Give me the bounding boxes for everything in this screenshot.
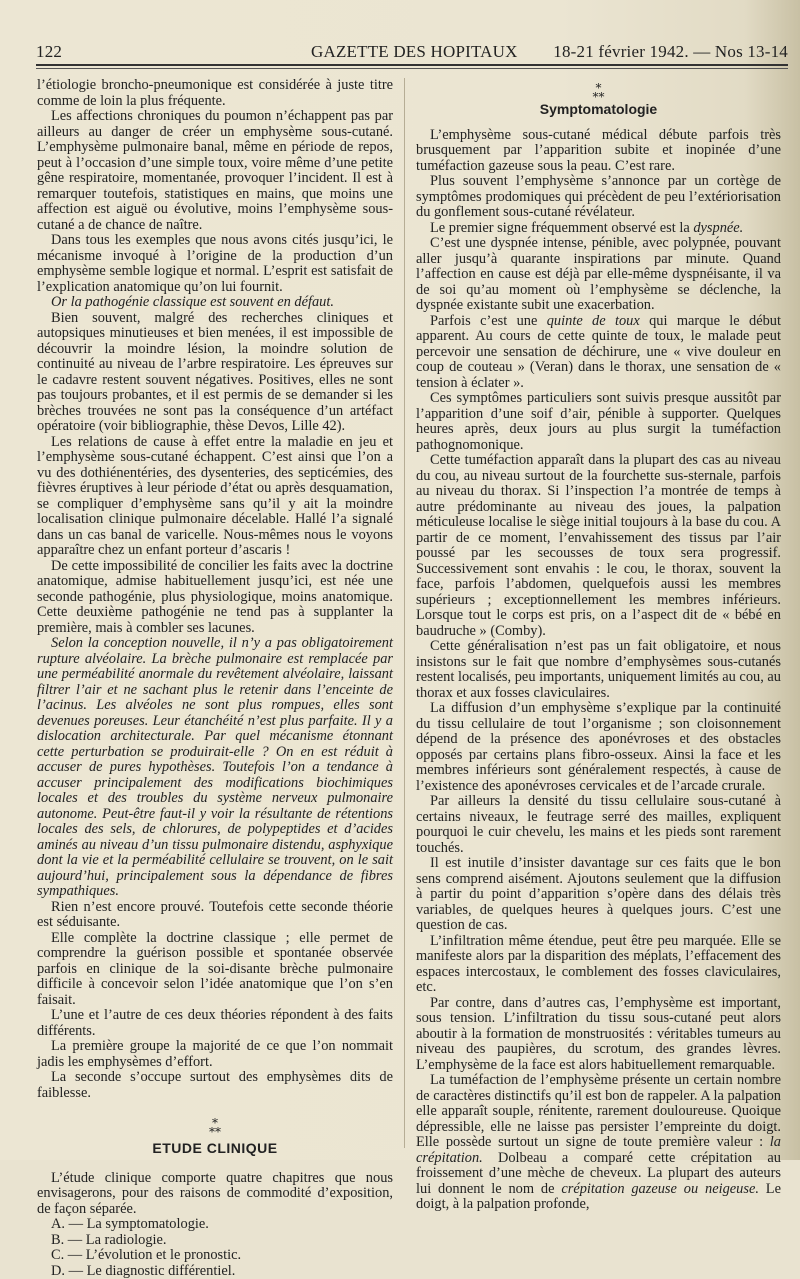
page-number: 122 [36,42,62,62]
paragraph: La diffusion d’un emphysème s’explique par la continuité du tissu cellulaire de tout l’organisme ; son cloisonnement dépend de la présence des aponévroses et des obstacles opposés par certains plans fibro-osseux. Ainsi la face et les membres inférieurs sont généralement respectés, à cause de l’existence des aponévroses cervicales et de l’arcade crurale. [416,701,781,794]
text-run: Le premier signe fréquemment observé est la [430,220,693,236]
italic-text: quinte de toux [547,313,640,329]
paragraph: l’étiologie broncho-pneumonique est considérée à juste titre comme de loin la plus fréquente. [37,78,393,109]
header-rule-thin [36,68,788,69]
section-heading: Symptomatologie [416,102,781,118]
paragraph: L’une et l’autre de ces deux théories répondent à des faits différents. [37,1008,393,1039]
paragraph: L’étude clinique comporte quatre chapitres que nous envisagerons, pour des raisons de commodité d’exposition, de façon séparée. [37,1171,393,1218]
italic-text: crépitation gazeuse ou neigeuse. [561,1181,759,1197]
paragraph: Les affections chroniques du poumon n’échappent pas par ailleurs au danger de créer un emphysème sous-cutané. L’emphysème pulmonaire banal, même en période de repos, peut à l’occasion d’une simple toux, voire même d’une petite gêne respiratoire, momentanée, provoquer l’incident. Il est à remarquer toutefois, statistiques en mains, que moins une affection est aiguë ou évolutive, moins l’emphysème sous-cutané a de chance de naître. [37,109,393,233]
paragraph: La seconde s’occupe surtout des emphysèmes dits de faiblesse. [37,1070,393,1101]
text-run: Le doigt, à la palpation profonde, [416,1181,781,1213]
section-ornament: ⁎ ⁎⁎ [37,1115,393,1133]
journal-title: GAZETTE DES HOPITAUX [311,42,518,62]
page-header [36,42,788,64]
paragraph: Rien n’est encore prouvé. Toutefois cette seconde théorie est séduisante. [37,900,393,931]
issue-date: 18-21 février 1942. — Nos 13-14 [553,42,788,62]
text-run: qui marque le début apparent. Au cours de cette quinte de toux, le malade peut percevoir une sensation de déchirure, une « vive douleur en coup de couteau » (Veran) dans le thorax, une sensation de « tension à éclater ». [416,313,781,391]
paragraph: Cette généralisation n’est pas un fait obligatoire, et nous insistons sur le fait que nombre d’emphysèmes sous-cutanés restent localisés, peu importants, uniquement limités au cou, au thorax et aux fosses claviculaires. [416,639,781,701]
paragraph: La première groupe la majorité de ce que l’on nommait jadis les emphysèmes d’effort. [37,1039,393,1070]
paragraph: Par ailleurs la densité du tissu cellulaire sous-cutané à certains niveaux, le feutrage serré des mailles, expliquent pourquoi le cuir chevelu, les mains et les pieds sont rarement touchés. [416,794,781,856]
list-item: A. — La symptomatologie. [37,1217,393,1233]
italic-text: la crépitation. [416,1134,781,1166]
paragraph: Ces symptômes particuliers sont suivis presque aussitôt par l’apparition d’une soif d’air, pénible à supporter. Quelques heures après, deux jours au plus surgit la tuméfaction pathognomonique. [416,391,781,453]
paragraph: Elle complète la doctrine classique ; elle permet de comprendre la guérison possible et spontanée observée parfois en clinique de la soi-disante brèche pulmonaire difficile à concevoir selon l’idée anatomique que l’on s’en faisait. [37,931,393,1009]
paragraph: Il est inutile d’insister davantage sur ces faits que le bon sens comprend aisément. Ajoutons seulement que la diffusion à partir du point d’apparition s’opère dans des délais très variables, de quelques heures à quelques jours. C’est une question de cas. [416,856,781,934]
paragraph-italic [37,295,393,311]
list-item: B. — La radiologie. [37,1233,393,1249]
paragraph: C’est une dyspnée intense, pénible, avec polypnée, pouvant aller jusqu’à quarante inspirations par minute. Quand l’affection en cause est déjà par elle-même dyspnéisante, il va de soi qu’au moment où l’emphysème se déclenche, la dyspnée existante subit une exacerbation. [416,236,781,314]
column-divider [404,78,405,1148]
italic-text: Or la pathogénie classique est souvent en défaut. [51,294,334,310]
paragraph: Bien souvent, malgré des recherches cliniques et autopsiques minutieuses et bien menées, il est impossible de découvrir la moindre lésion, la moindre solution de continuité au niveau de l’arbre respiratoire. Les épreuves sur le cadavre restent souvent négatives. Positives, elles ne sont pas toujours probantes, et il est permis de se demander si les brèches trouvées ne sont pas la conséquence d’un artéfact opératoire (voir bibliographie, thèse Devos, Lille 42). [37,311,393,435]
list-item: D. — Le diagnostic différentiel. [37,1264,393,1279]
italic-text: Selon la conception nouvelle, il n’y a pas obligatoirement rupture alvéolaire. La brèche pulmonaire est remplacée par une perméabilité anormale du revêtement alvéolaire, laissant filtrer l’air et ne sachant plus le retenir dans l’enceinte de l’acinus. Les alvéoles ne sont plus rompues, elles sont devenues poreuses. Leur étanchéité n’est plus parfaite. Il y a dislocation architecturale. Par quel mécanisme étonnant cette perturbation se produirait-elle ? On en est réduit à accuser de pures hypothèses. Toutefois l’on a tendance à accuser principalement des modifications biochimiques locales et des troubles du système nerveux pulmonaire autonome. Peut-être faut-il y voir la résultante de rétentions locales des sels, de chlorures, de polypeptides et d’acides aminés au niveau d’un tissu pulmonaire distendu, asphyxique dont la vie et la perméabilité cellulaire se trouvent, on le sait aujourd’hui, principalement sous la dépendance de fibres sympathiques. [37,635,393,899]
paragraph [416,314,781,392]
left-column [37,78,393,1279]
section-heading: ETUDE CLINIQUE [37,1141,393,1157]
text-run: Parfois c’est une [430,313,547,329]
right-column [416,78,781,1213]
text-run: Dolbeau a comparé cette crépitation au froissement d’une mèche de cheveux. La plupart des auteurs lui donnent le nom de [416,1150,781,1197]
paragraph: De cette impossibilité de concilier les faits avec la doctrine anatomique, admise habituellement jusqu’ici, est née une seconde pathogénie, plus physiologique, moins anatomique. Cette deuxième pathogénie ne tend pas à supplanter la première, mais à combler ses lacunes. [37,559,393,637]
text-run: La tuméfaction de l’emphysème présente un certain nombre de caractères distinctifs qu’il est bon de rappeler. A la palpation elle apparaît souple, rénitente, rarement douloureuse. Quoique dépressible, elle ne laisse pas persister l’empreinte du doigt. Elle possède surtout un signe de toute première valeur : [416,1072,781,1150]
paragraph: Par contre, dans d’autres cas, l’emphysème est important, sous tension. L’infiltration du tissu sous-cutané peut alors aboutir à la formation de monstruosités : véritables tumeurs au niveau des paupières, du scrotum, des grandes lèvres. L’emphysème de la face est alors habituellement remarquable. [416,996,781,1074]
paragraph: L’infiltration même étendue, peut être peu marquée. Elle se manifeste alors par la disparition des méplats, l’effacement des espaces intercostaux, le comblement des fosses claviculaires, etc. [416,934,781,996]
header-rule-thick [36,64,788,66]
section-ornament: ⁎ ⁎⁎ [416,80,781,98]
paragraph-italic [37,636,393,900]
paragraph [416,1073,781,1213]
paragraph: Plus souvent l’emphysème s’annonce par un cortège de symptômes prodomiques qui précèdent de peu l’extériorisation du gonflement sous-cutané révélateur. [416,174,781,221]
paragraph: Dans tous les exemples que nous avons cités jusqu’ici, le mécanisme invoqué à l’origine de la production d’un emphysème semble logique et normal. L’esprit est satisfait de l’explication anatomique qu’on lui fournit. [37,233,393,295]
paragraph [416,221,781,237]
chapter-list [37,1217,393,1279]
paragraph: L’emphysème sous-cutané médical débute parfois très brusquement par l’apparition subite et inopinée d’une tuméfaction gazeuse sous la peau. C’est rare. [416,128,781,175]
italic-text: dyspnée. [693,220,743,236]
paragraph: Les relations de cause à effet entre la maladie en jeu et l’emphysème sous-cutané échappent. C’est ainsi que l’on a vu des dothiénentéries, des dysenteries, des septicémies, des fièvres éruptives à leur période d’état ou après desquamation, se compliquer d’emphysème sans qu’il y ait la moindre localisation clinique pulmonaire décelable. Hallé l’a signalé dans un cas banal de varicelle. Nous-mêmes nous le voyons apparaître chez un enfant porteur d’ascaris ! [37,435,393,559]
list-item: C. — L’évolution et le pronostic. [37,1248,393,1264]
paragraph: Cette tuméfaction apparaît dans la plupart des cas au niveau du cou, au niveau surtout de la fourchette sus-sternale, parfois au niveau du thorax. Si l’inspection l’a montrée de temps à autre prédominante au niveau des joues, la palpation méticuleuse localise le siège initial toujours à la base du cou. A partir de ce moment, l’envahissement des tissus par l’air poussé par les secousses de toux sera progressif. Successivement sont envahis : le cou, le thorax, souvent la face, parfois l’abdomen, quelquefois aussi les membres supérieurs ; exceptionnellement les membres inférieurs. Lorsque tout le corps est pris, on a l’aspect dit de « bébé en baudruche » (Comby). [416,453,781,639]
